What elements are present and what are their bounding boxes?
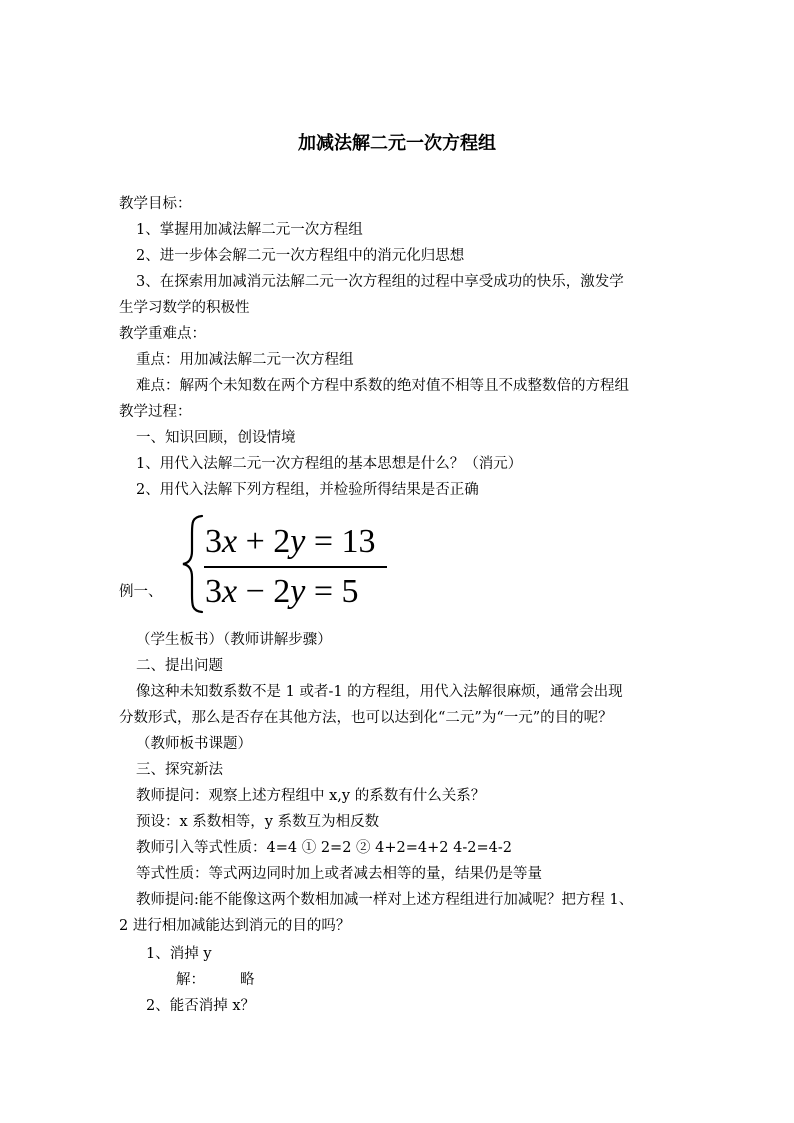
teacher-question-2-line-1: 教师提问:能不能像这两个数相加减一样对上述方程组进行加减呢？把方程 1、 <box>136 892 634 908</box>
section-3-heading: 三、探究新法 <box>136 762 223 778</box>
board-note: （学生板书）（教师讲解步骤） <box>136 632 332 648</box>
process-heading: 教学过程： <box>119 404 192 420</box>
review-question-2: 2、用代入法解下列方程组，并检验所得结果是否正确 <box>136 482 479 498</box>
review-question-1: 1、用代入法解二元一次方程组的基本思想是什么？（消元） <box>136 456 523 472</box>
key-points-heading: 教学重难点： <box>119 326 206 342</box>
equation-term: 3 <box>205 573 222 610</box>
equation-variable: x <box>222 523 238 560</box>
goal-heading: 教学目标： <box>119 196 192 212</box>
goal-item-1: 1、掌握用加减法解二元一次方程组 <box>136 222 363 238</box>
question-paragraph-line-1: 像这种未知数系数不是 1 或者-1 的方程组，用代入法解很麻烦，通常会出现 <box>136 684 623 700</box>
topic-note: （教师板书课题） <box>136 736 252 752</box>
equation-term: 3 <box>205 523 222 560</box>
example-label: 例一、 <box>119 584 163 600</box>
equation-row-1 <box>205 522 376 562</box>
equality-property-intro: 教师引入等式性质：4=4 ① 2=2 ② 4+2=4+2 4-2=4-2 <box>136 840 512 856</box>
step-2: 2、能否消掉 x？ <box>146 998 256 1014</box>
section-2-heading: 二、提出问题 <box>136 658 223 674</box>
step-1-solution-label: 解： <box>176 972 205 988</box>
step-1-solution: 略 <box>240 972 255 988</box>
document-title: 加减法解二元一次方程组 <box>298 133 496 154</box>
equation-variable: y <box>290 573 306 610</box>
section-1-heading: 一、知识回顾，创设情境 <box>136 430 296 446</box>
question-paragraph-line-2: 分数形式，那么是否存在其他方法，也可以达到化“二元”为“一元”的目的呢？ <box>119 710 613 726</box>
key-point: 重点：用加减法解二元一次方程组 <box>136 352 354 368</box>
goal-item-2: 2、进一步体会解二元一次方程组中的消元化归思想 <box>136 248 465 264</box>
equation-term: − 2 <box>237 573 291 610</box>
equality-property: 等式性质：等式两边同时加上或者减去相等的量，结果仍是等量 <box>136 866 542 882</box>
equation-variable: x <box>222 573 238 610</box>
goal-item-3-line-1: 3、在探索用加减消元法解二元一次方程组的过程中享受成功的快乐，激发学 <box>136 274 624 290</box>
equation-row-2 <box>205 572 359 612</box>
expected-answer: 预设：x 系数相等，y 系数互为相反数 <box>136 814 380 830</box>
equation-term: = 5 <box>305 573 359 610</box>
left-brace-icon <box>180 513 206 615</box>
equation-term: + 2 <box>237 523 291 560</box>
step-1: 1、消掉 y <box>146 946 212 962</box>
difficult-point: 难点：解两个未知数在两个方程中系数的绝对值不相等且不成整数倍的方程组 <box>136 378 629 394</box>
equation-variable: y <box>290 523 306 560</box>
teacher-question: 教师提问：观察上述方程组中 x,y 的系数有什么关系？ <box>136 788 486 804</box>
equation-term: = 13 <box>305 523 376 560</box>
equation-fraction-rule <box>204 566 387 568</box>
goal-item-3-line-2: 生学习数学的积极性 <box>119 300 250 316</box>
teacher-question-2-line-2: 2 进行相加减能达到消元的目的吗？ <box>119 918 351 934</box>
